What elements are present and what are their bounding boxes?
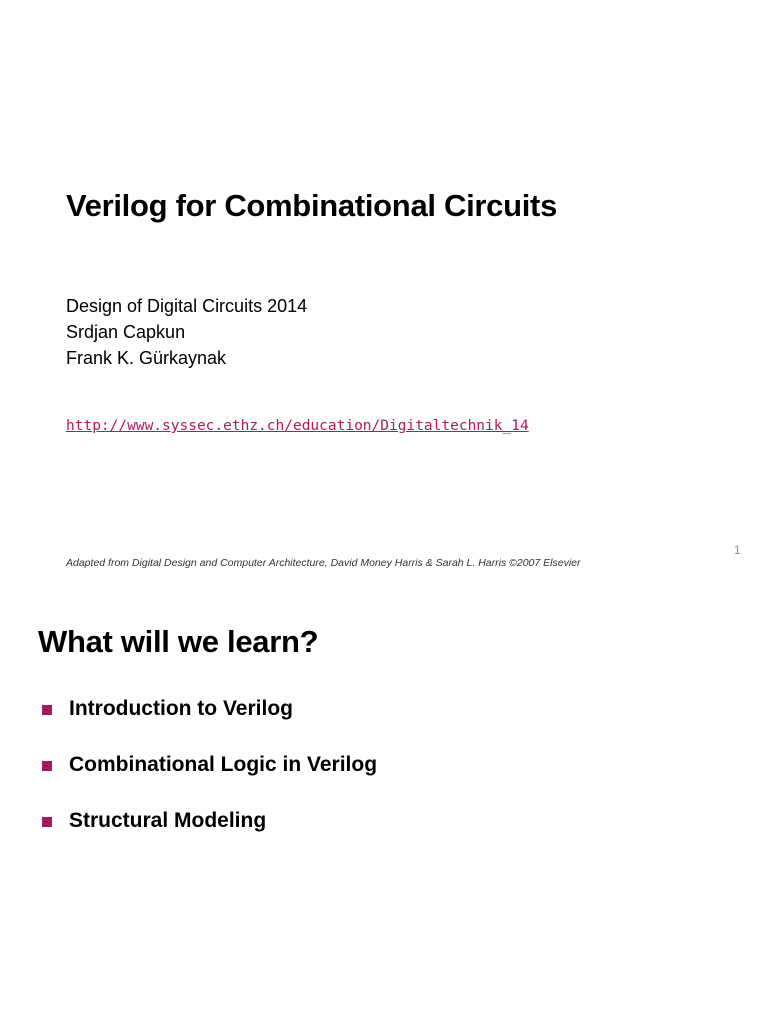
course-name: Design of Digital Circuits 2014 [66,296,308,316]
author-name: Frank K. Gürkaynak [66,348,227,368]
list-item [42,694,377,750]
bullet-text: Introduction to Verilog [69,697,293,720]
slide-heading: What will we learn? [38,624,319,659]
credit-note: Adapted from Digital Design and Computer Architecture, David Money Harris & Sarah L. Harris ©2007 Elsevier [66,557,581,569]
list-item [42,750,377,806]
slide-title: Verilog for Combinational Circuits [66,188,558,223]
square-bullet-icon [42,817,52,827]
bullet-text: Structural Modeling [69,809,267,832]
author-name: Srdjan Capkun [66,322,186,342]
bullet-list [42,694,377,862]
course-url-link[interactable]: http://www.syssec.ethz.ch/education/Digitaltechnik_14 [66,418,529,434]
slide-number: 1 [734,543,741,557]
square-bullet-icon [42,705,52,715]
list-item [42,806,377,862]
bullet-text: Combinational Logic in Verilog [69,753,378,776]
agenda-slide [0,594,768,1024]
subtitle-block [66,293,307,371]
square-bullet-icon [42,761,52,771]
